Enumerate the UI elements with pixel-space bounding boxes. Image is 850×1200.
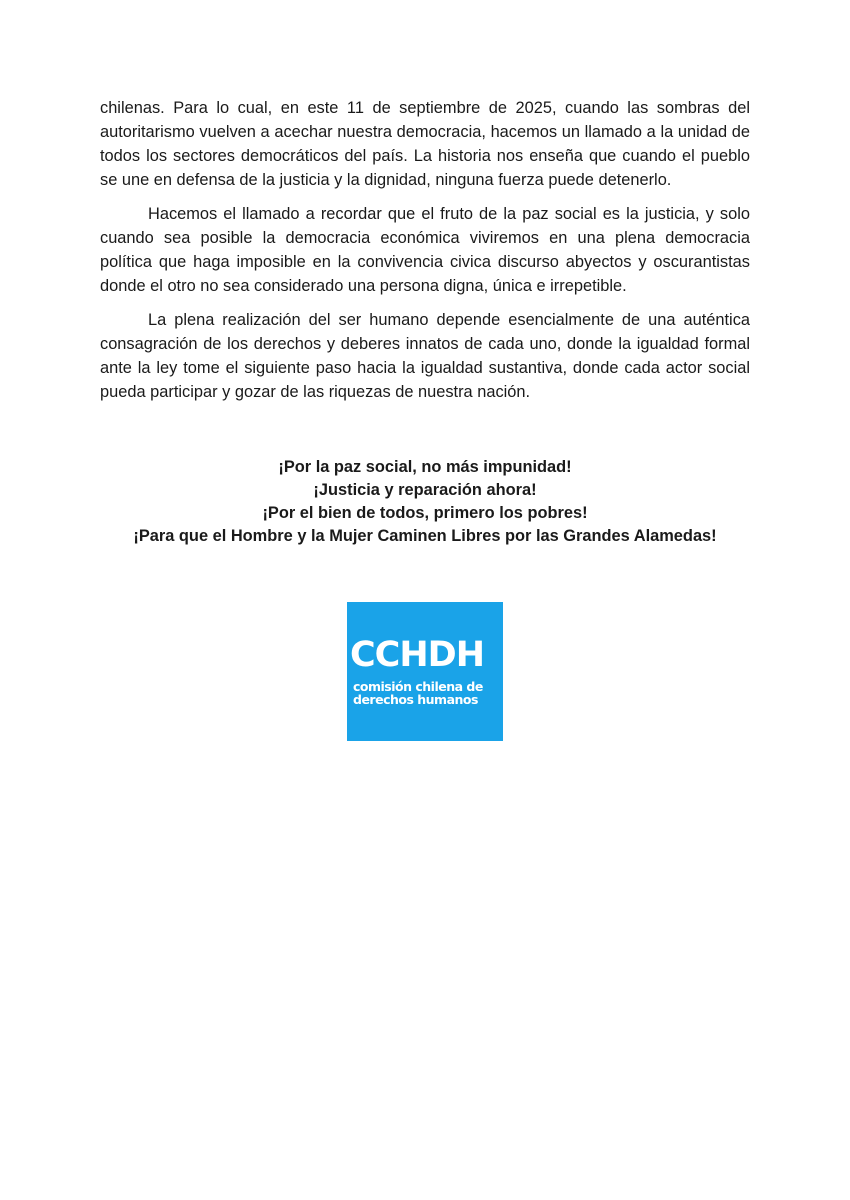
cchdh-logo (347, 602, 503, 741)
logo-subtitle-line-2: derechos humanos (353, 692, 478, 707)
document-body (100, 96, 750, 414)
paragraph-continuation: chilenas. Para lo cual, en este 11 de septiembre de 2025, cuando las sombras del autoritarismo vuelven a acechar nuestra democracia, hacemos un llamado a la unidad de todos los sectores democráticos del país. La historia nos enseña que cuando el pueblo se une en defensa de la justicia y la dignidad, ninguna fuerza puede detenerlo. (100, 99, 750, 189)
logo-subtitle-line-1: comisión chilena de (353, 679, 483, 694)
slogan-line: ¡Para que el Hombre y la Mujer Caminen Libres por las Grandes Alamedas! (133, 527, 717, 545)
paragraph-human-realization: La plena realización del ser humano depende esencialmente de una auténtica consagración de los derechos y deberes innatos de cada uno, donde la igualdad formal ante la ley tome el siguiente paso hacia la igualdad sustantiva, donde cada actor social pueda participar y gozar de las riquezas de nuestra nación. (100, 311, 750, 401)
slogans-block (60, 456, 790, 548)
logo-acronym: CCHDH (350, 635, 485, 675)
slogan-line: ¡Por la paz social, no más impunidad! (278, 458, 572, 476)
paragraph-social-peace: Hacemos el llamado a recordar que el fruto de la paz social es la justicia, y solo cuando sea posible la democracia económica viviremos en una plena democracia política que haga imposible en la convivencia civica discurso abyectos y oscurantistas donde el otro no sea considerado una persona digna, única e irrepetible. (100, 205, 750, 295)
slogan-line: ¡Justicia y reparación ahora! (313, 481, 537, 499)
slogan-line: ¡Por el bien de todos, primero los pobres! (262, 504, 588, 522)
